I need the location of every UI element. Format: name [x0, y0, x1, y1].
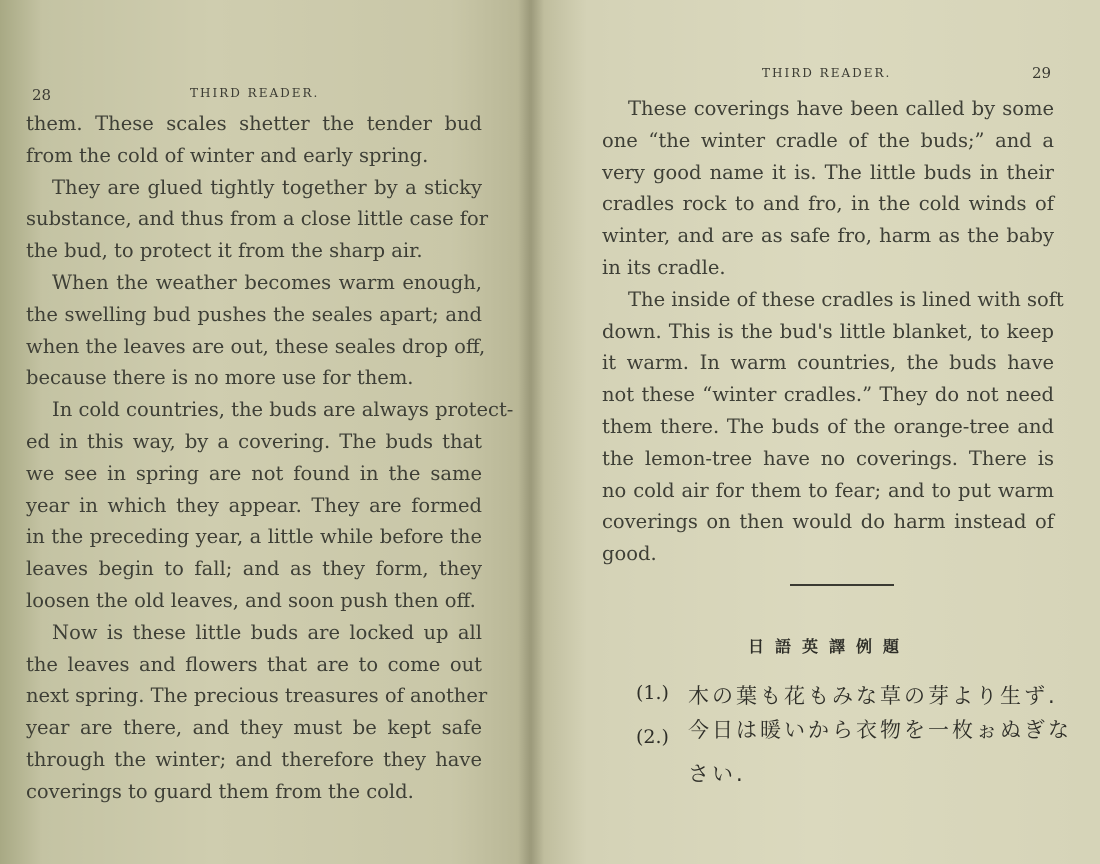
text-line: when the leaves are out, these seales drop off, — [26, 334, 486, 358]
text-line: next spring. The precious treasures of another — [26, 684, 488, 708]
text-line: coverings to guard them from the cold. — [26, 779, 414, 803]
text-line: it warm. In warm countries, the buds have — [602, 351, 1054, 375]
text-line: Now is these little buds are locked up all — [52, 620, 482, 644]
text-line: the swelling bud pushes the seales apart; and — [26, 302, 482, 326]
text-line: The inside of these cradles is lined with soft — [628, 287, 1064, 311]
text-line: These coverings have been called by some — [628, 97, 1054, 120]
text-line: in the preceding year, a little while before the — [26, 525, 482, 549]
text-line: winter, and are as safe fro, harm as the baby — [602, 224, 1054, 248]
exercise-text: 今日は暖いから衣物を一枚ぉぬぎな — [688, 718, 1072, 742]
exercise-number: (1.) — [636, 682, 669, 704]
exercise-text-continued: さい. — [688, 762, 746, 786]
text-line: In cold countries, the buds are always protect- — [52, 398, 514, 422]
text-line: coverings on then would do harm instead of — [602, 510, 1054, 534]
text-line: substance, and thus from a close little case for — [26, 207, 489, 231]
book-gutter — [518, 0, 544, 864]
text-line: not these “winter cradles.” They do not need — [602, 383, 1054, 407]
text-line: loosen the old leaves, and soon push then off. — [26, 588, 476, 612]
text-line: the lemon-tree have no coverings. There is — [602, 446, 1054, 470]
right-page-number: 29 — [1032, 64, 1052, 82]
text-line: no cold air for them to fear; and to put warm — [602, 478, 1054, 502]
text-line: They are glued tightly together by a sticky — [52, 175, 482, 199]
left-page — [0, 0, 530, 864]
text-line: When the weather becomes warm enough, — [52, 270, 482, 294]
right-running-head: THIRD READER. — [762, 66, 892, 80]
exercise-heading: 日語英譯例題 — [748, 637, 911, 656]
left-body-text — [26, 108, 514, 808]
text-line: in its cradle. — [602, 255, 726, 279]
right-body-text — [602, 93, 1064, 570]
text-line: we see in spring are not found in the same — [26, 461, 482, 485]
text-line: through the winter; and therefore they have — [26, 747, 482, 771]
text-line: from the cold of winter and early spring. — [26, 143, 429, 167]
text-line: the leaves and flowers that are to come out — [26, 652, 482, 676]
text-line: the bud, to protect it from the sharp air. — [26, 239, 423, 263]
text-line: down. This is the bud's little blanket, to keep — [602, 319, 1054, 343]
text-line: cradles rock to and fro, in the cold winds of — [602, 192, 1054, 216]
exercise-text: 木の葉も花もみな草の芽より生ず. — [688, 684, 1058, 708]
section-divider — [790, 584, 894, 586]
text-line: them there. The buds of the orange-tree and — [602, 414, 1054, 438]
left-page-number: 28 — [32, 86, 52, 104]
text-line: year in which they appear. They are formed — [26, 493, 482, 517]
text-line: leaves begin to fall; and as they form, they — [26, 557, 482, 581]
text-line: very good name it is. The little buds in their — [602, 160, 1054, 184]
text-line: good. — [602, 542, 657, 566]
text-line: one “the winter cradle of the buds;” and a — [602, 128, 1054, 152]
text-line: year are there, and they must be kept safe — [26, 716, 482, 740]
text-line: them. These scales shetter the tender bud — [26, 112, 482, 135]
exercise-number: (2.) — [636, 726, 669, 748]
text-line: because there is no more use for them. — [26, 366, 414, 390]
left-running-head: THIRD READER. — [190, 86, 320, 100]
text-line: ed in this way, by a covering. The buds that — [26, 429, 482, 453]
